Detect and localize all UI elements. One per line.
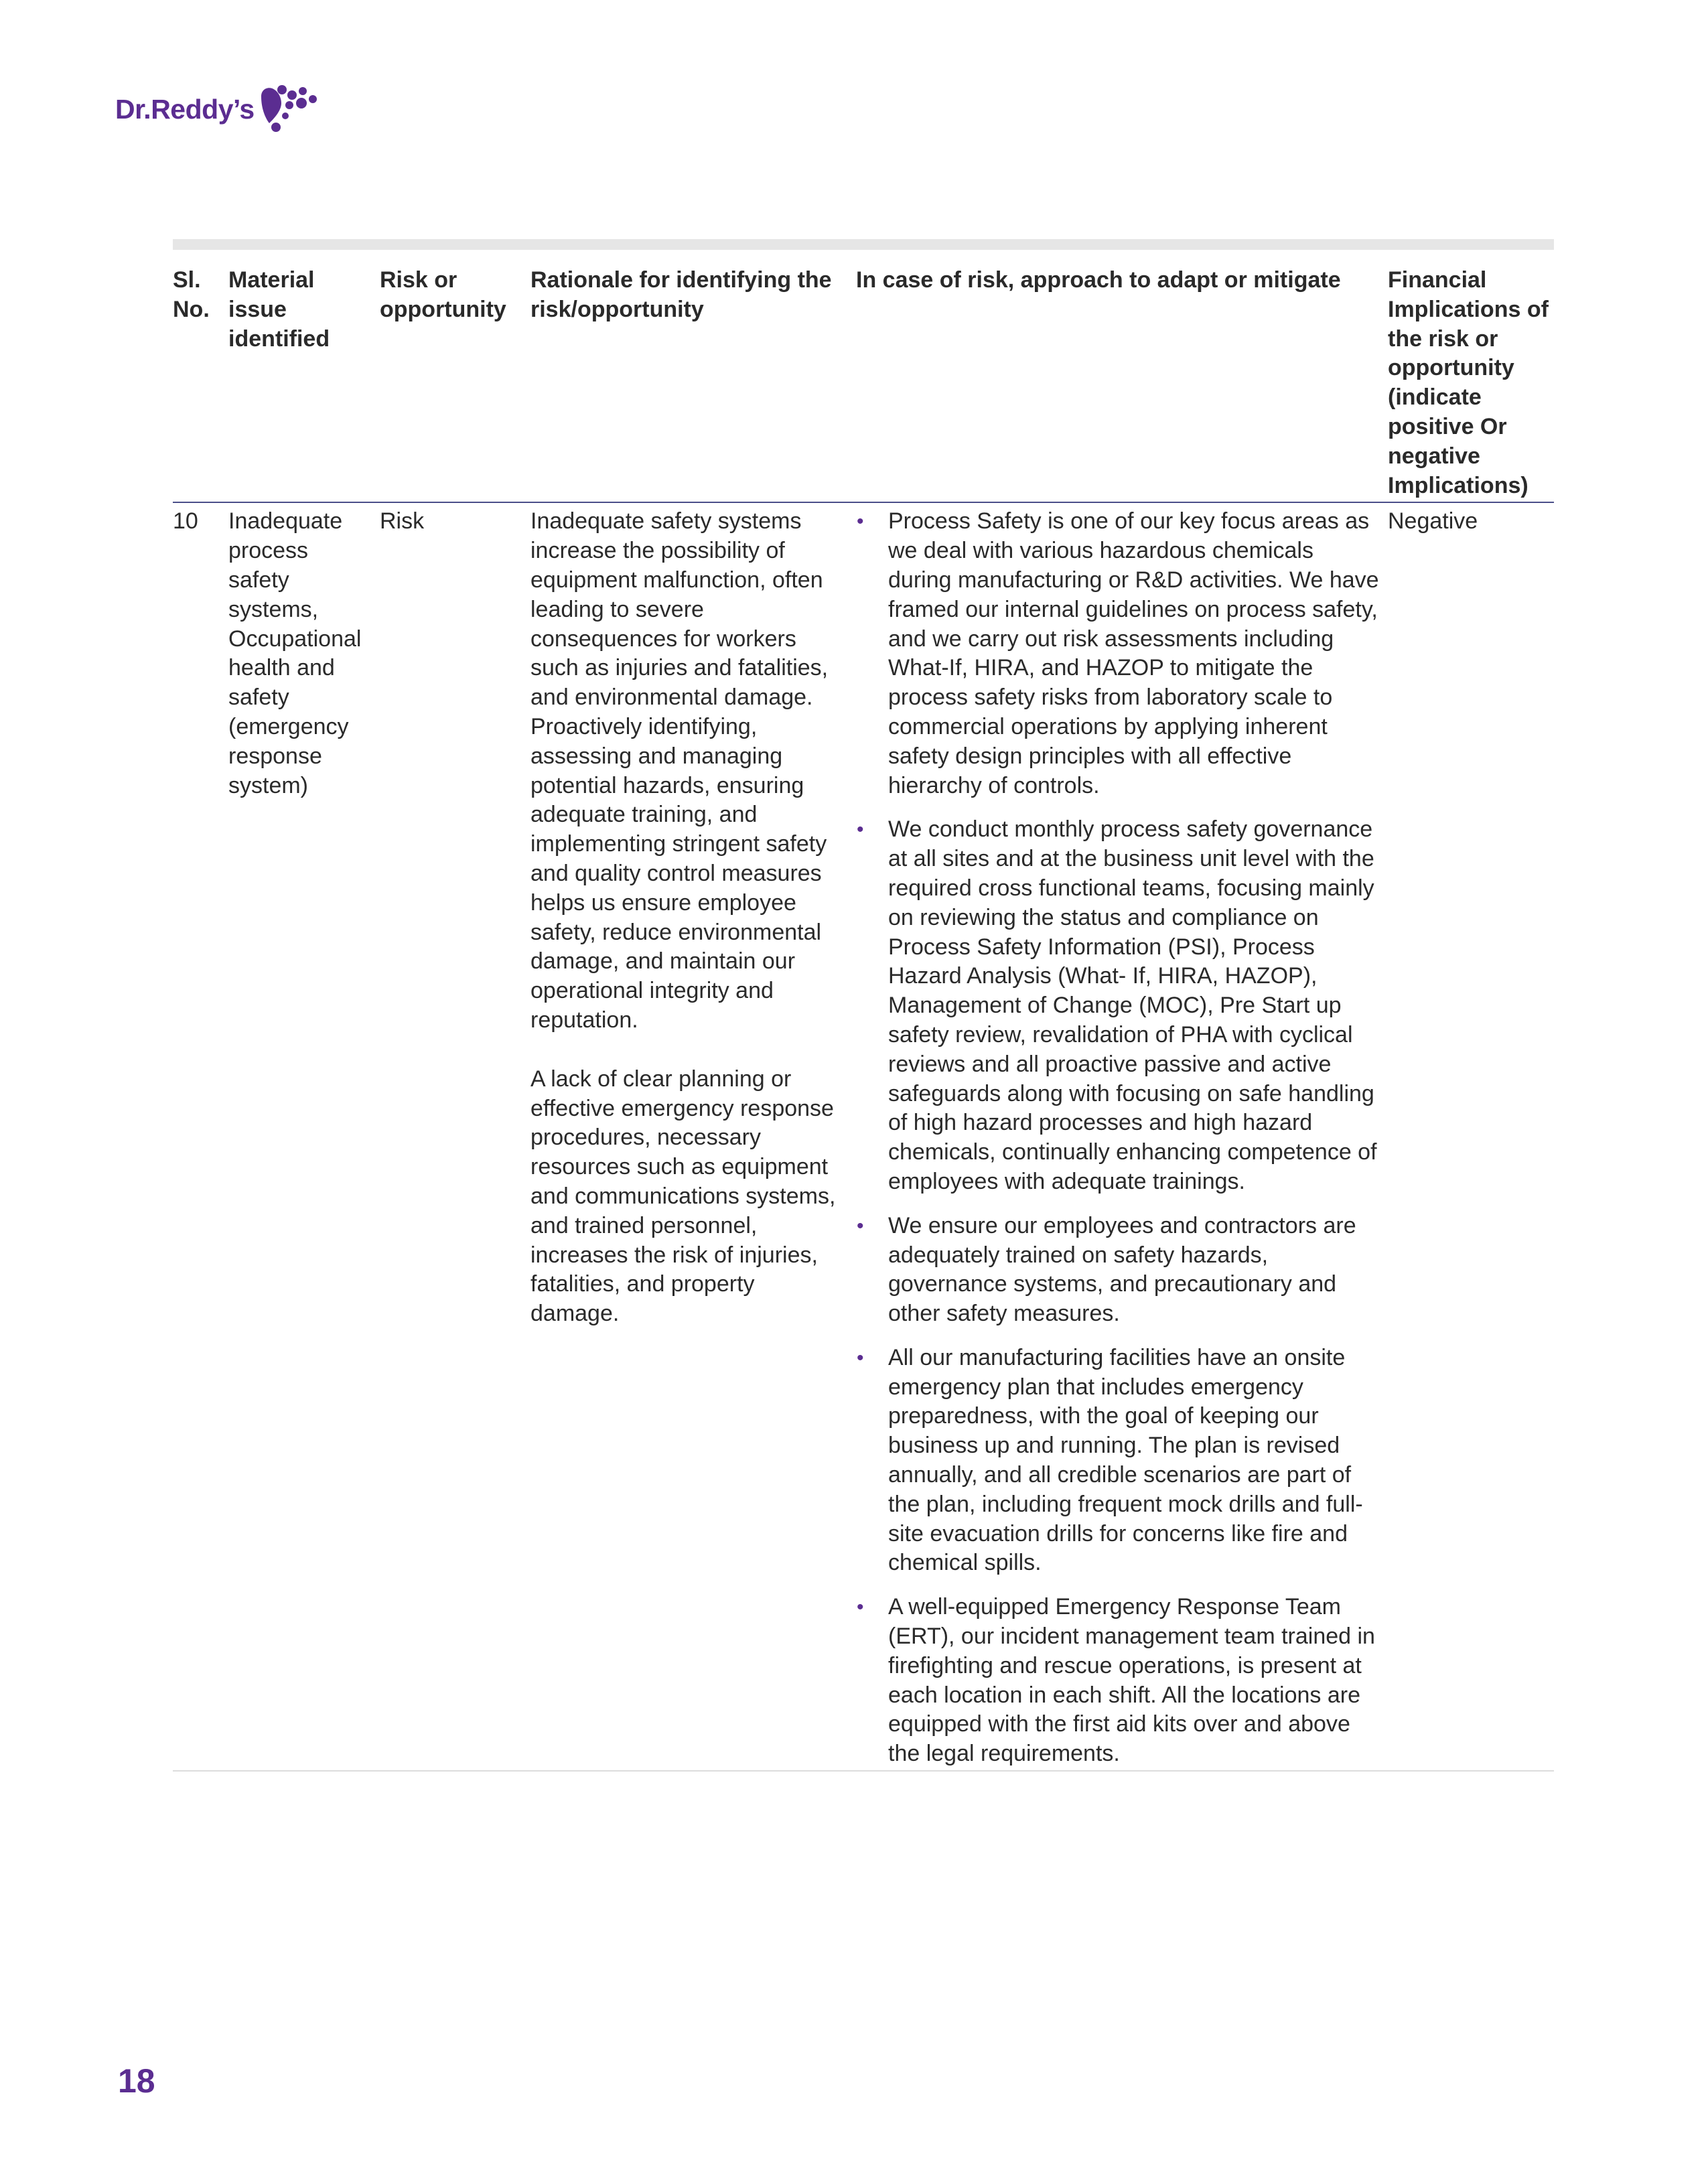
bullet-icon: • bbox=[857, 1346, 864, 1369]
company-logo bbox=[115, 84, 317, 134]
header-financial-implications: Financial Implications of the risk or opportunity (indicate positive Or negative Implications) bbox=[1388, 267, 1549, 498]
list-item bbox=[856, 1593, 1381, 1769]
logo-molecule-icon bbox=[260, 84, 317, 134]
bullet-icon: • bbox=[857, 1596, 864, 1619]
rationale-paragraph-1: Inadequate safety systems increase the possibility of equipment malfunction, often leading to severe consequences for workers such as injuries and fatalities, and environmental damage. Proactively identifying, assessing and managing potential hazards, ensuring adequate training, and implementing stringent safety and quality control measures helps us ensure employee safety, reduce environmental damage, and maintain our operational integrity and reputation. bbox=[530, 508, 829, 1033]
approach-list bbox=[856, 507, 1381, 1769]
list-item bbox=[856, 507, 1381, 800]
list-item bbox=[856, 1344, 1381, 1578]
rationale-paragraph-2: A lack of clear planning or effective emergency response procedures, necessary resources such as equipment and communications systems, and trained personnel, increases the risk of injuries, fatalities, and property damage. bbox=[530, 1066, 836, 1327]
cell-financial-implications: Negative bbox=[1388, 508, 1478, 534]
cell-rationale bbox=[530, 507, 856, 1769]
cell-sl-no: 10 bbox=[173, 508, 198, 534]
list-item bbox=[856, 815, 1381, 1196]
cell-risk-or-opportunity: Risk bbox=[380, 508, 425, 534]
approach-text: We ensure our employees and contractors are adequately trained on safety hazards, governance systems, and precautionary and other safety measures. bbox=[888, 1212, 1356, 1327]
bullet-icon: • bbox=[857, 818, 864, 841]
paragraph-spacer bbox=[530, 1035, 843, 1065]
cell-material-issue: Inadequate process safety systems, Occupational health and safety (emergency response system) bbox=[228, 508, 362, 798]
header-rationale: Rationale for identifying the risk/opportunity bbox=[530, 267, 832, 322]
risk-table bbox=[173, 239, 1554, 1772]
header-material-issue: Material issue identified bbox=[228, 267, 330, 352]
header-risk-or-opportunity: Risk or opportunity bbox=[380, 267, 506, 322]
bullet-icon: • bbox=[857, 1214, 864, 1237]
table-row bbox=[173, 503, 1554, 1772]
approach-text: Process Safety is one of our key focus areas as we deal with various hazardous chemicals during manufacturing or R&D activities. We have framed our internal guidelines on process safety, and we carry out risk assessments including What-If, HIRA, and HAZOP to mitigate the process safety risks from laboratory scale to commercial operations by applying inherent safety design principles with all effective hierarchy of controls. bbox=[888, 508, 1379, 798]
table-top-band bbox=[173, 239, 1554, 250]
header-sl-no: Sl. No. bbox=[173, 267, 210, 322]
approach-text: A well-equipped Emergency Response Team (ERT), our incident management team trained in firefighting and rescue operations, is present at each location in each shift. All the locations are equipped with the first aid kits over and above the legal requirements. bbox=[888, 1594, 1375, 1767]
page-number: 18 bbox=[118, 2062, 155, 2100]
logo-wordmark: Dr.Reddy’s bbox=[115, 93, 255, 125]
bullet-icon: • bbox=[857, 510, 864, 533]
list-item bbox=[856, 1212, 1381, 1329]
table-header-row bbox=[173, 250, 1554, 503]
approach-text: We conduct monthly process safety governance at all sites and at the business unit level with the required cross functional teams, focusing mainly on reviewing the status and compliance on Process Safety Information (PSI), Process Hazard Analysis (What- If, HIRA, HAZOP), Management of Change (MOC), Pre Start up safety review, revalidation of PHA with cyclical reviews and all proactive passive and active safeguards along with focusing on safe handling of high hazard processes and high hazard chemicals, continually enhancing competence of employees with adequate trainings. bbox=[888, 816, 1377, 1194]
cell-approach bbox=[856, 507, 1388, 1769]
header-approach: In case of risk, approach to adapt or mitigate bbox=[856, 267, 1341, 293]
approach-text: All our manufacturing facilities have an onsite emergency plan that includes emergency preparedness, with the goal of keeping our business up and running. The plan is revised annually, and all credible scenarios are part of the plan, including frequent mock drills and full-site evacuation drills for concerns like fire and chemical spills. bbox=[888, 1344, 1363, 1576]
